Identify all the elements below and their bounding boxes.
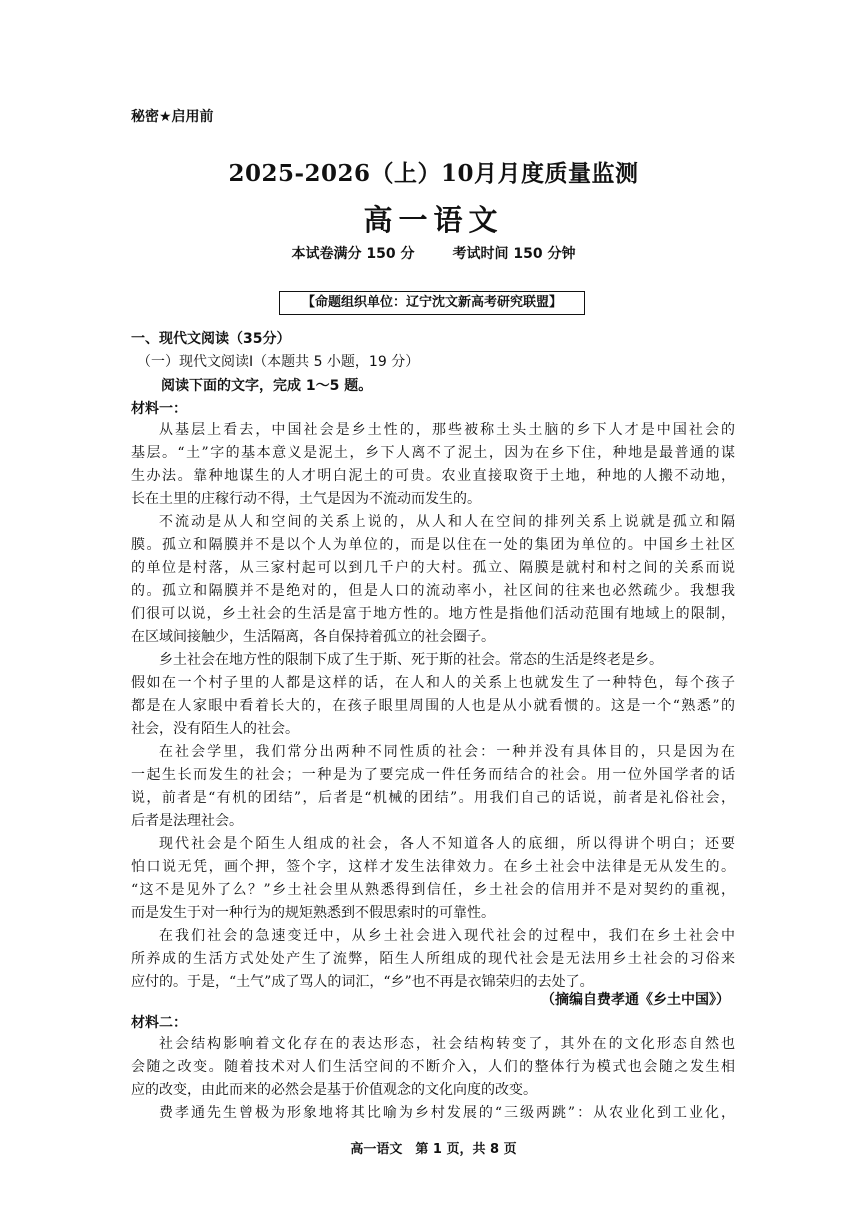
- text-line: 后者是法理社会。: [131, 813, 243, 829]
- text-line: 一起生长而发生的社会；一种是为了要完成一件任务而结合的社会。用一位外国学者的话: [131, 767, 735, 783]
- exam-title: 2025-2026（上）10月月度质量监测: [228, 160, 639, 187]
- subject-title: 高一语文: [363, 203, 504, 237]
- text-line: 而是发生于对一种行为的规矩熟悉到不假思索时的可靠性。: [131, 905, 495, 921]
- organizer-box: 【命题组织单位：辽宁沈文新高考研究联盟】: [279, 291, 585, 315]
- text-line: 说，前者是“有机的团结”，后者是“机械的团结”。用我们自己的话说，前者是礼俗社会，: [131, 790, 735, 806]
- section-subheading: （一）现代文阅读Ⅰ（本题共 5 小题，19 分）: [137, 354, 420, 370]
- text-line: 社会，没有陌生人的社会。: [131, 721, 299, 737]
- text-line: 的单位是村落，从三家村起可以到几千户的大村。孤立、隔膜是就村和村之间的关系而说: [131, 560, 735, 576]
- page-footer: 高一语文 第 1 页，共 8 页: [350, 1142, 517, 1157]
- text-line: 膜。孤立和隔膜并不是以个人为单位的，而是以住在一处的集团为单位的。中国乡土社区: [131, 537, 735, 553]
- text-line: 所养成的生活方式处处产生了流弊，陌生人所组成的现代社会是无法用乡土社会的习俗来: [131, 951, 735, 967]
- text-line: 费孝通先生曾极为形象地将其比喻为乡村发展的“三级两跳”：从农业化到工业化，: [159, 1105, 735, 1121]
- full-score: 本试卷满分 150 分: [291, 246, 415, 262]
- text-line: 生办法。靠种地谋生的人才明白泥土的可贵。农业直接取资于土地，种地的人搬不动地，: [131, 468, 735, 484]
- text-line: 假如在一个村子里的人都是这样的话，在人和人的关系上也就发生了一种特色，每个孩子: [131, 675, 735, 691]
- text-line: “这不是见外了么？”乡土社会里从熟悉得到信任，乡土社会的信用并不是对契约的重视，: [131, 882, 735, 898]
- text-line: 在我们社会的急速变迁中，从乡土社会进入现代社会的过程中，我们在乡土社会中: [159, 928, 735, 944]
- text-line: 应付的。于是，“土气”成了骂人的词汇，“乡”也不再是衣锦荣归的去处了。: [131, 974, 594, 990]
- text-line: 在社会学里，我们常分出两种不同性质的社会：一种并没有具体目的，只是因为在: [159, 744, 735, 760]
- text-line: 们很可以说，乡土社会的生活是富于地方性的。地方性是指他们活动范围有地域上的限制，: [131, 606, 735, 622]
- material1-label: 材料一：: [131, 401, 187, 417]
- text-line: 从基层上看去，中国社会是乡土性的，那些被称土头土脑的乡下人才是中国社会的: [159, 422, 735, 438]
- text-line: 会随之改变。随着技术对人们生活空间的不断介入，人们的整体行为模式也会随之发生相: [131, 1059, 735, 1075]
- text-line: 在区域间接触少，生活隔离，各自保持着孤立的社会圈子。: [131, 629, 495, 645]
- exam-time: 考试时间 150 分钟: [452, 246, 576, 262]
- confidential-label: 秘密★启用前: [131, 109, 214, 125]
- text-line: 基层。“土”字的基本意义是泥土，乡下人离不了泥土，因为在乡下住，种地是最普通的谋: [131, 445, 735, 461]
- section-heading: 一、现代文阅读（35分）: [131, 331, 291, 347]
- text-line: 现代社会是个陌生人组成的社会，各人不知道各人的底细，所以得讲个明白；还要: [159, 836, 735, 852]
- text-line: 社会结构影响着文化存在的表达形态，社会结构转变了，其外在的文化形态自然也: [159, 1036, 735, 1052]
- exam-info: [0, 243, 867, 263]
- material2-label: 材料二：: [131, 1015, 187, 1031]
- text-line: 长在土里的庄稼行动不得，土气是因为不流动而发生的。: [131, 491, 481, 507]
- text-line: 怕口说无凭，画个押，签个字，这样才发生法律效力。在乡土社会中法律是无从发生的。: [131, 859, 735, 875]
- text-line: 的。孤立和隔膜并不是绝对的，但是人口的流动率小，社区间的往来也必然疏少。我想我: [131, 583, 735, 599]
- text-line: 都是在人家眼中看着长大的，在孩子眼里周围的人也是从小就看惯的。这是一个“熟悉”的: [131, 698, 735, 714]
- text-line: 不流动是从人和空间的关系上说的，从人和人在空间的排列关系上说就是孤立和隔: [159, 514, 735, 530]
- text-line: 应的改变，由此而来的必然会是基于价值观念的文化向度的改变。: [131, 1082, 537, 1098]
- material1-source: （摘编自费孝通《乡土中国》）: [541, 992, 730, 1008]
- text-line: 乡土社会在地方性的限制下成了生于斯、死于斯的社会。常态的生活是终老是乡。: [159, 652, 663, 668]
- reading-instruction: 阅读下面的文字，完成 1～5 题。: [161, 378, 373, 394]
